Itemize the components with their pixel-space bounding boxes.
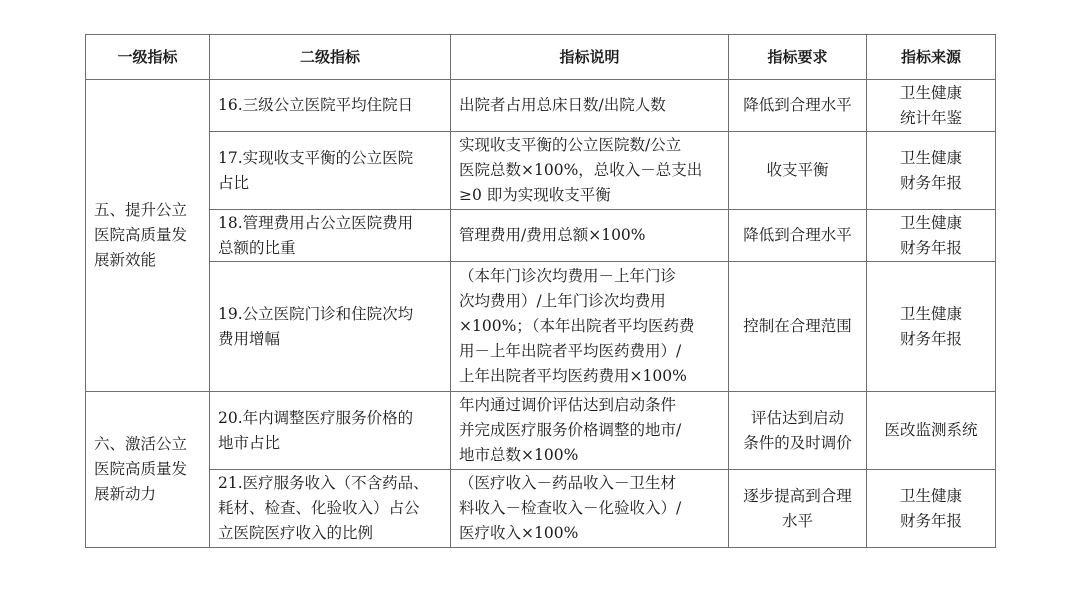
table-row xyxy=(86,210,996,262)
indicator-desc-cell xyxy=(451,210,729,262)
group-label-cell xyxy=(86,392,210,548)
indicator-req-cell xyxy=(729,262,867,392)
table-row xyxy=(86,132,996,210)
indicator-src-cell xyxy=(867,132,996,210)
header-level2: 二级指标 xyxy=(210,35,451,80)
group-label-cell xyxy=(86,80,210,392)
indicator-req-cell xyxy=(729,392,867,470)
indicator-req-cell xyxy=(729,210,867,262)
indicator-desc-cell xyxy=(451,392,729,470)
indicator-requirement: 评估达到启动 条件的及时调价 xyxy=(743,408,852,452)
header-description: 指标说明 xyxy=(451,35,729,80)
indicator-req-cell xyxy=(729,80,867,132)
indicator-name-cell xyxy=(210,80,451,132)
indicator-req-cell xyxy=(729,132,867,210)
header-level1: 一级指标 xyxy=(86,35,210,80)
indicator-src-cell xyxy=(867,470,996,548)
indicator-name: 21.医疗服务收入（不含药品、 耗材、检查、化验收入）占公 立医院医疗收入的比例 xyxy=(218,474,429,542)
indicator-description: 出院者占用总床日数/出院人数 xyxy=(459,96,666,114)
header-source: 指标来源 xyxy=(867,35,996,80)
table-row xyxy=(86,470,996,548)
indicator-source: 卫生健康 财务年报 xyxy=(899,213,962,257)
indicator-desc-cell xyxy=(451,132,729,210)
indicator-source: 卫生健康 统计年鉴 xyxy=(899,83,962,127)
group-label: 五、提升公立 医院高质量发 展新效能 xyxy=(94,201,188,269)
indicator-name: 17.实现收支平衡的公立医院 占比 xyxy=(218,148,414,192)
indicator-description: （本年门诊次均费用－上年门诊 次均费用）/上年门诊次均费用 ×100%；（本年出院者平均医药费 用－上年出院者平均医药费用）/ 上年出院者平均医药费用×100% xyxy=(459,267,695,385)
indicator-description: 管理费用/费用总额×100% xyxy=(459,226,646,244)
indicator-src-cell xyxy=(867,80,996,132)
indicator-requirement: 控制在合理范围 xyxy=(743,317,852,335)
header-row xyxy=(86,35,996,80)
table-row xyxy=(86,392,996,470)
indicator-name-cell xyxy=(210,210,451,262)
indicator-src-cell xyxy=(867,392,996,470)
indicator-source: 卫生健康 财务年报 xyxy=(899,148,962,192)
indicator-requirement: 逐步提高到合理 水平 xyxy=(743,486,852,530)
indicator-description: 实现收支平衡的公立医院数/公立 医院总数×100%，总收入－总支出 ≥0 即为实现收支平衡 xyxy=(459,136,703,204)
indicator-source: 卫生健康 财务年报 xyxy=(899,304,962,348)
table-row xyxy=(86,262,996,392)
indicator-table xyxy=(85,34,996,548)
group-label: 六、激活公立 医院高质量发 展新动力 xyxy=(94,435,188,503)
indicator-src-cell xyxy=(867,262,996,392)
indicator-source: 卫生健康 财务年报 xyxy=(899,486,962,530)
indicator-requirement: 降低到合理水平 xyxy=(743,226,852,244)
indicator-name: 18.管理费用占公立医院费用 总额的比重 xyxy=(218,213,414,257)
indicator-name-cell xyxy=(210,392,451,470)
indicator-name: 16.三级公立医院平均住院日 xyxy=(218,96,414,114)
indicator-name-cell xyxy=(210,470,451,548)
indicator-requirement: 收支平衡 xyxy=(766,161,829,179)
indicator-name-cell xyxy=(210,132,451,210)
indicator-description: 年内通过调价评估达到启动条件 并完成医疗服务价格调整的地市/ 地市总数×100% xyxy=(459,396,682,464)
indicator-description: （医疗收入－药品收入－卫生材 料收入－检查收入－化验收入）/ 医疗收入×100% xyxy=(459,474,682,542)
indicator-src-cell xyxy=(867,210,996,262)
table-row xyxy=(86,80,996,132)
indicator-name-cell xyxy=(210,262,451,392)
indicator-desc-cell xyxy=(451,262,729,392)
indicator-source: 医改监测系统 xyxy=(884,421,978,439)
header-requirement: 指标要求 xyxy=(729,35,867,80)
indicator-name: 19.公立医院门诊和住院次均 费用增幅 xyxy=(218,304,414,348)
indicator-name: 20.年内调整医疗服务价格的 地市占比 xyxy=(218,408,414,452)
indicator-desc-cell xyxy=(451,80,729,132)
indicator-req-cell xyxy=(729,470,867,548)
indicator-desc-cell xyxy=(451,470,729,548)
indicator-requirement: 降低到合理水平 xyxy=(743,96,852,114)
